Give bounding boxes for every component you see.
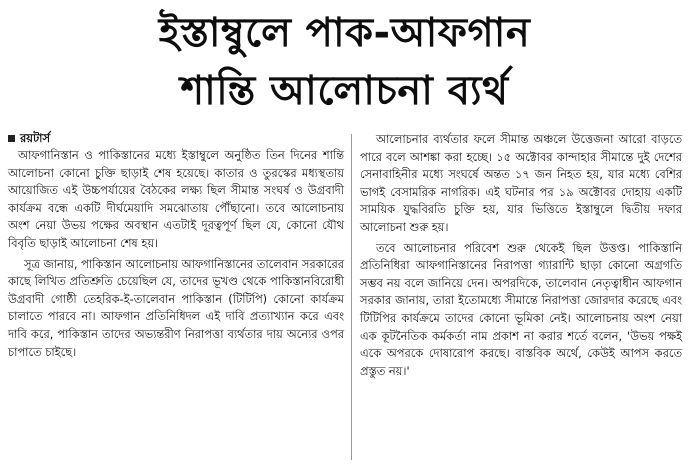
article-column-right (360, 131, 682, 383)
paragraph: আলোচনার ব্যর্থতার ফলে সীমান্ত অঞ্চলে উত্তেজনা আরো বাড়তে পারে বলে আশঙ্কা করা হচ্ছে। ১৫ অক্টোবর কান্দাহার সীমান্তে দুই দেশের সেনাবাহিনীর মধ্যে সংঘর্ষে অন্তত ১৭ জন নিহত হয়, যার মধ্যে বেশির ভাগই বেসামরিক নাগরিক। এই ঘটনার পর ১৯ অক্টোবর দোহায় একটি সাময়িক যুদ্ধবিরতি চুক্তি হয়, যার ভিত্তিতে ইস্তাম্বুলে দ্বিতীয় দফার আলোচনা শুরু হয়। (360, 132, 682, 234)
paragraph: আফগানিস্তান ও পাকিস্তানের মধ্যে ইস্তাম্বুলে অনুষ্ঠিত তিন দিনের শান্তি আলোচনা কোনো চুক্তি ছাড়াই শেষ হয়েছে। কাতার ও তুরস্কের মধ্যস্থতায় আয়োজিত এই উচ্চপর্যায়ের বৈঠকের লক্ষ্য ছিল সীমান্ত সংঘর্ষ ও উগ্রবাদী কার্যক্রম বন্ধে একটি দীর্ঘমেয়াদি সমঝোতায় পৌঁছানো। তবে আলোচনায় অংশ নেয়া উভয় পক্ষের অবস্থান এতটাই দূরত্বপূর্ণ ছিল যে, কোনো যৌথ বিবৃতি ছাড়াই আলোচনা শেষ হয়। (8, 148, 344, 250)
headline-line-2: শান্তি আলোচনা ব্যর্থ (180, 68, 509, 114)
paragraph: তবে আলোচনার পরিবেশ শুরু থেকেই ছিল উত্তপ্ত। পাকিস্তানি প্রতিনিধিরা আফগানিস্তানের নিরাপত্তা গ্যারান্টি ছাড়া কোনো অগ্রগতি সম্ভব নয় বলে জানিয়ে দেন। অপরদিকে, তালেবান নেতৃত্বাধীন আফগান সরকার জানায়, তারা ইতোমধ্যে সীমান্তে নিরাপত্তা জোরদার করেছে এবং টিটিপির কার্যক্রমে তাদের কোনো ভূমিকা নেই। আলোচনায় অংশ নেয়া এক কূটনৈতিক কর্মকর্তা নাম প্রকাশ না করার শর্তে বলেন, 'উভয় পক্ষই একে অপরকে দোষারোপ করছে। বাস্তবিক অর্থে, কেউই আপস করতে প্রস্তুত নয়।' (360, 240, 682, 378)
article-column-left (8, 131, 344, 364)
source-byline (8, 131, 344, 146)
square-bullet-icon (8, 135, 15, 142)
paragraph: সূত্র জানায়, পাকিস্তান আলোচনায় আফগানিস্তানের তালেবান সরকারের কাছে লিখিত প্রতিশ্রুতি চেয়েছিল যে, তাদের ভূখণ্ড থেকে পাকিস্তানবিরোধী উগ্রবাদী গোষ্ঠী তেহরিক-ই-তালেবান পাকিস্তান (টিটিপি) কোনো কার্যক্রম চালাতে পারবে না। আফগান প্রতিনিধিদল এই দাবি প্রত্যাখ্যান করে এবং দাবি করে, পাকিস্তান তাদের অভ্যন্তরীণ নিরাপত্তা ব্যর্থতার দায় অন্যের ওপর চাপাতে চাইছে। (8, 256, 344, 359)
column-divider (351, 134, 352, 460)
source-label: রয়টার্স (20, 130, 51, 145)
headline-line-1: ইস্তাম্বুলে পাক-আফগান (158, 10, 531, 56)
